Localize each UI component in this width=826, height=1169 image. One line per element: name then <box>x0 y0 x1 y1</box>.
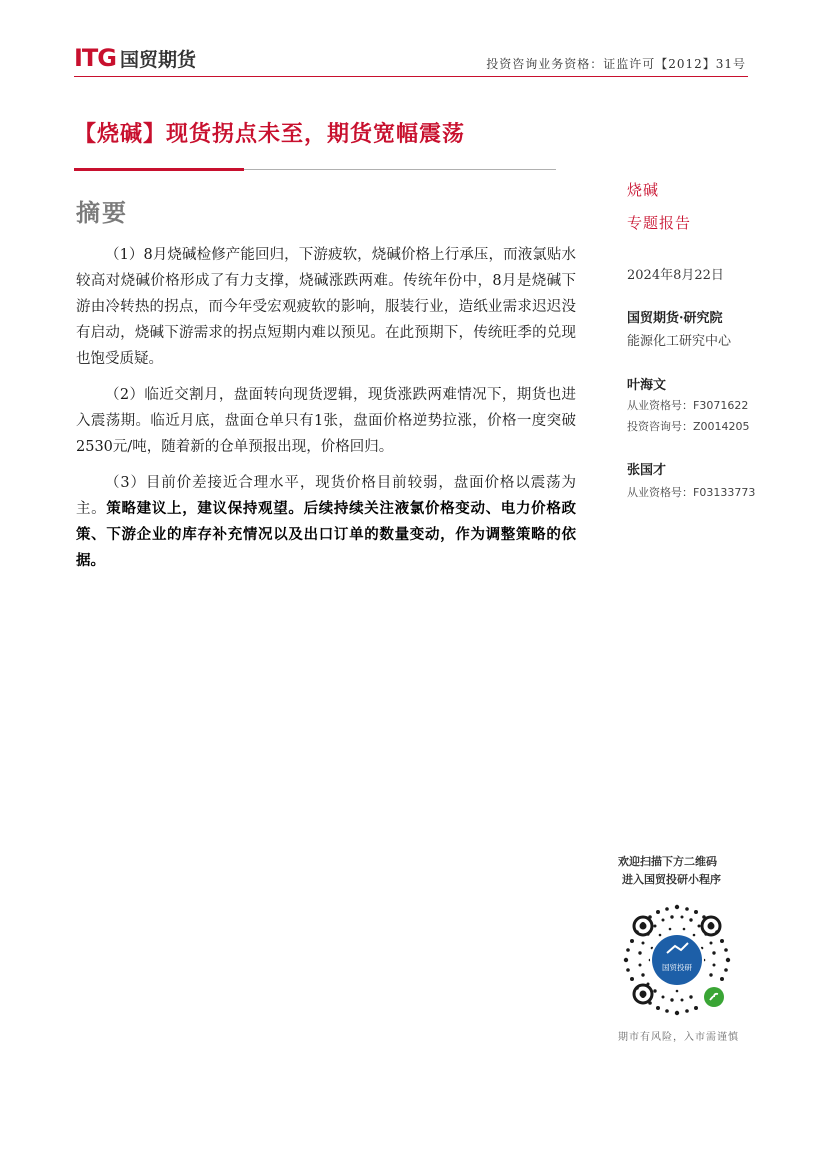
report-date: 2024年8月22日 <box>627 268 724 283</box>
header-divider <box>74 76 748 77</box>
author-credential: 从业资格号：F03133773 <box>627 486 756 499</box>
abstract-paragraph: （2）临近交割月，盘面转向现货逻辑，现货涨跌两难情况下，期货也进入震荡期。临近月底，盘面仓单只有1张，盘面价格逆势拉涨，价格一度突破2530元/吨，随着新的仓单预报出现，价格回归。 <box>76 387 576 455</box>
qr-finder-dot <box>708 923 715 930</box>
logo-latin: ITG <box>74 44 116 72</box>
brand-logo <box>74 44 196 72</box>
qr-center-label: 国贸投研 <box>662 963 692 972</box>
logo-chinese: 国贸期货 <box>120 48 197 71</box>
qr-caption: 进入国贸投研小程序 <box>622 873 721 886</box>
abstract-paragraph: （3）目前价差接近合理水平，现货价格目前较弱，盘面价格以震荡为主。策略建议上，建议保持观望。后续持续关注液氯价格变动、电力价格政策、下游企业的库存补充情况以及出口订单的数量变动，作为调整策略的依据。 <box>76 475 576 569</box>
risk-notice: 期市有风险，入市需谨慎 <box>618 1032 739 1043</box>
abstract-paragraph: （1）8月烧碱检修产能回归，下游疲软，烧碱价格上行承压，而液氯贴水较高对烧碱价格形成了有力支撑，烧碱涨跌两难。传统年份中，8月是烧碱下游由冷转热的拐点，而今年受宏观疲软的影响，服装行业，造纸业需求迟迟没有启动，烧碱下游需求的拐点短期内难以预见。在此预期下，传统旺季的兑现也饱受质疑。 <box>76 247 576 367</box>
report-title: 【烧碱】现货拐点未至，期货宽幅震荡 <box>74 121 466 147</box>
license-text: 投资咨询业务资格：证监许可【2012】31号 <box>486 57 746 71</box>
qr-center-badge <box>652 935 702 985</box>
title-accent-rule <box>74 168 244 171</box>
author-name: 张国才 <box>627 463 667 478</box>
sidebar-category: 烧碱 <box>627 181 660 199</box>
author-credential: 投资咨询号：Z0014205 <box>627 420 750 433</box>
author-credential: 从业资格号：F3071622 <box>627 399 749 412</box>
title-rule <box>244 169 556 170</box>
qr-finder-dot <box>640 991 647 998</box>
abstract-heading: 摘要 <box>76 198 128 227</box>
institution-name: 国贸期货·研究院 <box>627 311 723 326</box>
qr-finder-dot <box>640 923 647 930</box>
strategy-emphasis: 策略建议上，建议保持观望。后续持续关注液氯价格变动、电力价格政策、下游企业的库存补充情况以及出口订单的数量变动，作为调整策略的依据。 <box>76 500 576 569</box>
abstract-body <box>76 242 576 584</box>
sidebar-report-type: 专题报告 <box>627 214 692 232</box>
author-name: 叶海文 <box>627 378 667 393</box>
qr-caption: 欢迎扫描下方二维码 <box>618 855 717 868</box>
department-name: 能源化工研究中心 <box>627 334 732 349</box>
wechat-miniprogram-code[interactable] <box>620 903 734 1017</box>
